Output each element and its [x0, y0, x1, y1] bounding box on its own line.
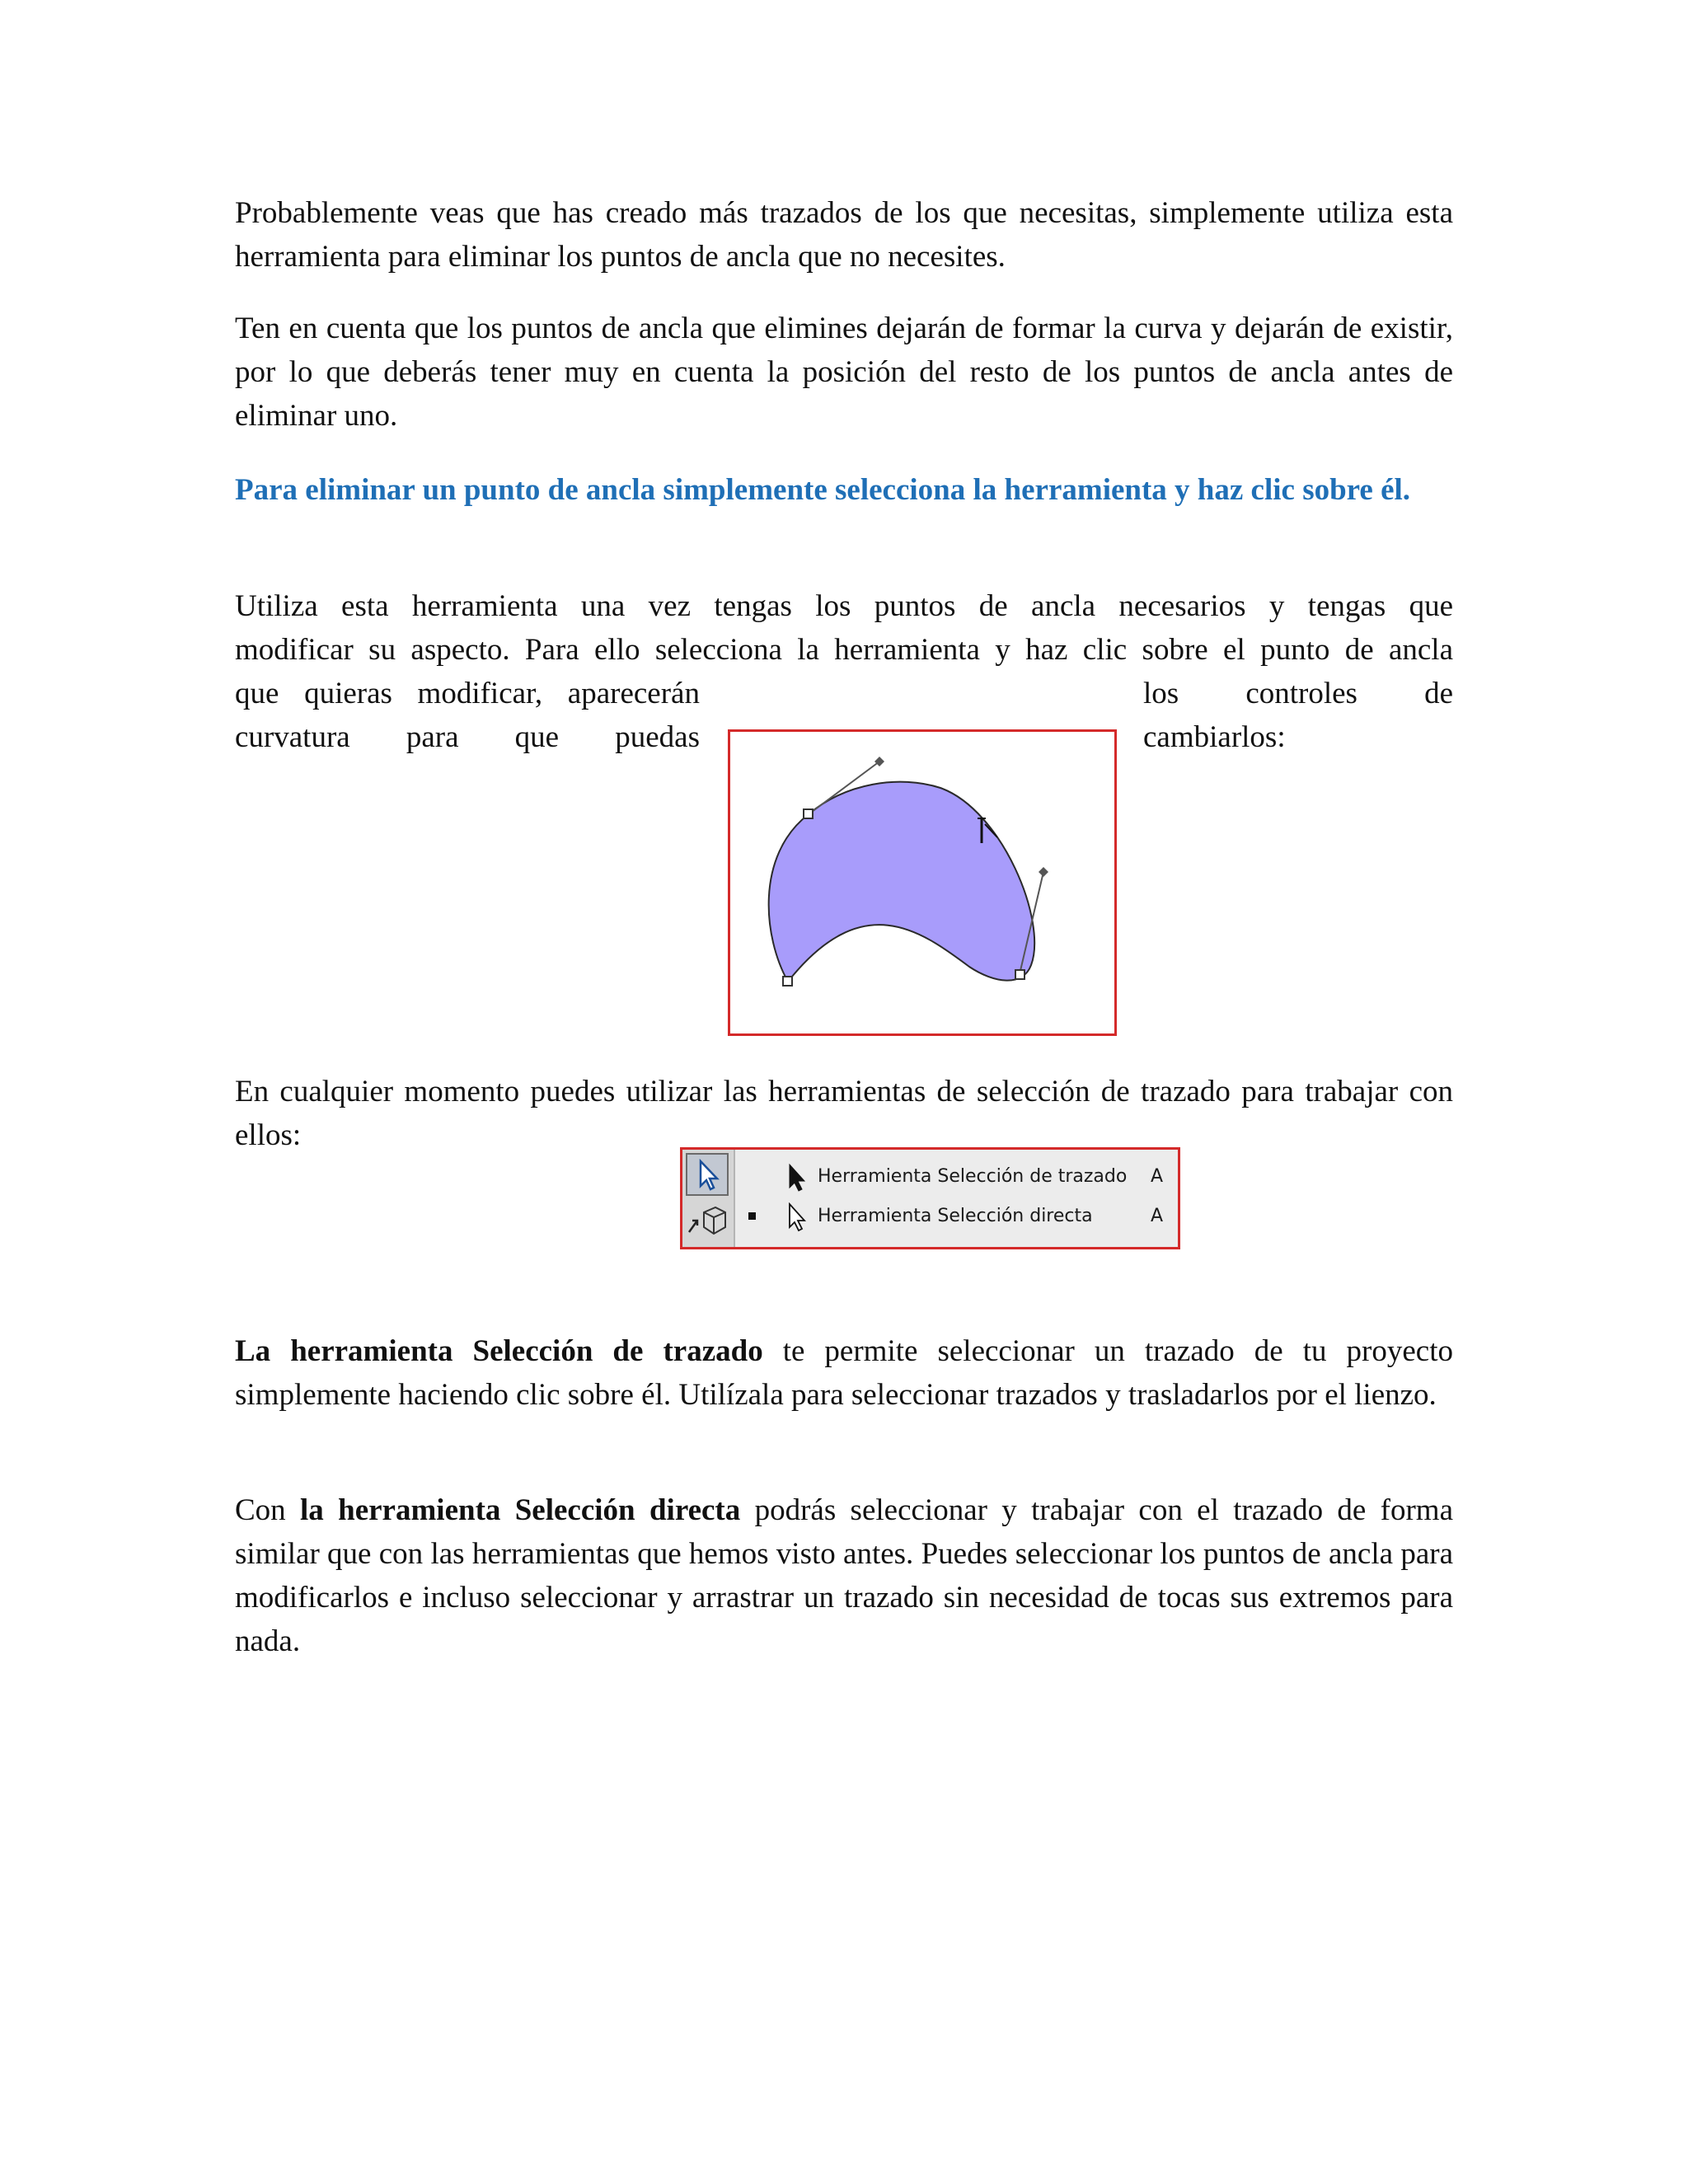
menu-item-label: Herramienta Selección de trazado	[818, 1166, 1128, 1187]
toolbar-column	[682, 1150, 735, 1247]
paragraph-direct-selection-tool	[235, 1488, 1453, 1663]
word: puedas	[615, 720, 700, 754]
curve-shape-illustration	[730, 732, 1114, 1033]
word: de	[1424, 677, 1453, 710]
anchor-point	[804, 809, 813, 818]
word: controles	[1245, 677, 1357, 710]
3d-cube-icon	[686, 1201, 729, 1244]
black-arrow-icon	[786, 1163, 808, 1193]
menu-item-path-selection[interactable]	[735, 1158, 1178, 1196]
word: los	[1143, 677, 1179, 710]
control-point	[1039, 867, 1048, 877]
paragraph-delete-anchor-warning: Ten en cuenta que los puntos de ancla que elimines dejarán de formar la curva y dejarán de existir, por lo que deberás tener muy en cuenta la posición del resto de los puntos de ancla antes de eliminar uno.	[235, 312, 1453, 433]
white-arrow-icon	[786, 1202, 808, 1232]
bold-term: la herramienta Selección directa	[300, 1493, 741, 1527]
menu-item-label: Herramienta Selección directa	[818, 1206, 1093, 1226]
paragraph-line-right	[1143, 672, 1453, 715]
tool-flyout-menu	[735, 1150, 1178, 1247]
paragraph-text: Con	[235, 1493, 301, 1527]
menu-item-shortcut: A	[1150, 1166, 1163, 1187]
curve-figure	[728, 729, 1117, 1036]
anchor-point	[1015, 970, 1025, 979]
menu-item-shortcut: A	[1150, 1206, 1163, 1226]
paragraph-selection-tools: En cualquier momento puedes utilizar las herramientas de selección de trazado para trabajar con ellos:	[235, 1075, 1453, 1152]
path-selection-tool-button[interactable]	[686, 1153, 729, 1196]
word: que	[514, 720, 560, 754]
paragraph-delete-anchor-instruction: Para eliminar un punto de ancla simplemente selecciona la herramienta y haz clic sobre él.	[235, 473, 1411, 507]
selected-bullet-icon	[748, 1212, 756, 1220]
shape-tool-button[interactable]	[686, 1201, 729, 1244]
word: que	[235, 677, 279, 710]
menu-item-direct-selection[interactable]	[735, 1197, 1178, 1235]
word: para	[406, 720, 459, 754]
anchor-point	[783, 977, 792, 986]
paragraph-path-selection-tool	[235, 1329, 1453, 1417]
paragraph-line-left	[235, 672, 700, 715]
paragraph-line-right: cambiarlos:	[1143, 720, 1286, 754]
bold-term: La herramienta Selección de trazado	[235, 1334, 763, 1368]
paragraph-delete-anchor-intro: Probablemente veas que has creado más trazados de los que necesitas, simplemente utiliza esta herramienta para eliminar los puntos de ancla que no necesites.	[235, 196, 1453, 274]
paragraph-line-left	[235, 715, 700, 759]
paragraph-text: podrás seleccionar y trabajar con el trazado de forma similar que con las herramientas que hemos visto antes. Puedes seleccionar los puntos de ancla para modificarlos e incluso seleccionar y arrastrar un trazado sin necesidad de tocas sus extremos para nada.	[235, 1493, 1453, 1658]
word: aparecerán	[567, 677, 700, 710]
word: curvatura	[235, 720, 350, 754]
paragraph-line: Utiliza esta herramienta una vez tengas los puntos de ancla necesarios y tengas que	[235, 589, 1453, 623]
paragraph-line: modificar su aspecto. Para ello selecciona la herramienta y haz clic sobre el punto de ancla	[235, 633, 1453, 667]
word: modificar,	[417, 677, 543, 710]
white-arrow-icon	[687, 1155, 727, 1194]
word: quieras	[304, 677, 392, 710]
paragraph-text: te permite seleccionar un trazado de tu proyecto simplemente haciendo clic sobre él. Utilízala para seleccionar trazados y trasladarlos por el lienzo.	[235, 1334, 1453, 1412]
selection-tool-menu-figure	[680, 1147, 1180, 1249]
